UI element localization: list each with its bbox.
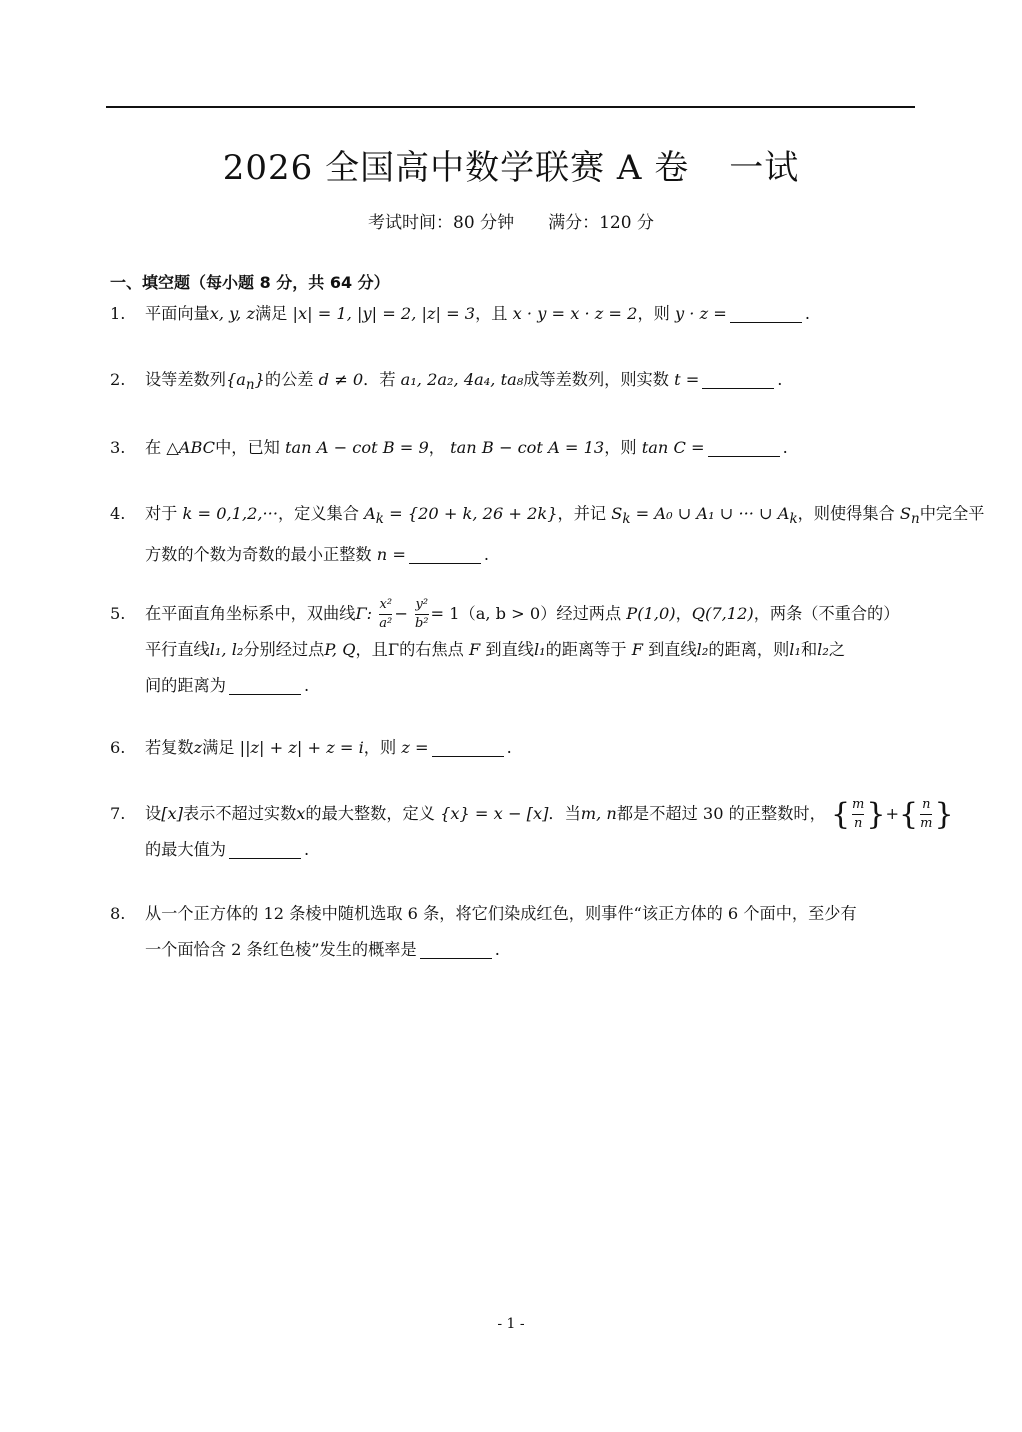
answer-blank[interactable] bbox=[708, 438, 780, 457]
q5-line2j: 之 bbox=[828, 640, 845, 659]
title-main: 2026 全国高中数学联赛 A 卷 bbox=[222, 148, 690, 188]
exam-time: 考试时间：80 分钟 bbox=[368, 213, 515, 233]
q7-text4: 都是不超过 30 的正整数时， bbox=[616, 804, 826, 823]
q7-def: {x} = x − [x] bbox=[440, 804, 549, 823]
q3-intro: 在 bbox=[145, 438, 162, 457]
q2-terms: a₁, 2a₂, 4a₄, ta₈ bbox=[400, 370, 524, 389]
page-number: - 1 - bbox=[497, 1316, 525, 1332]
q3-text1: 中，已知 bbox=[215, 438, 280, 457]
q6-ask: z = bbox=[401, 738, 429, 757]
q3-triangle: △ABC bbox=[166, 438, 216, 457]
q7-text1: 表示不超过实数 bbox=[182, 804, 297, 823]
q4-end: . bbox=[483, 545, 490, 565]
q1-ask: y · z = bbox=[674, 304, 727, 323]
exam-info bbox=[0, 208, 1022, 233]
q4-union: $S_k = A_0$ ∪ A₁ ∪ ··· ∪ $A_k$ bbox=[611, 504, 798, 528]
question-7 bbox=[110, 796, 954, 868]
q8-line1: 从一个正方体的 12 条棱中随机选取 6 条，将它们染成红色，则事件“该正方体的 6 个面中，至少有 bbox=[145, 904, 857, 923]
q5-line2h: 的距离，则 bbox=[708, 640, 790, 659]
q4-text3: ，则使得集合 bbox=[797, 504, 895, 523]
question-number: 7. bbox=[110, 804, 126, 823]
q2-t: t = bbox=[674, 370, 700, 389]
answer-blank[interactable] bbox=[730, 304, 802, 323]
q6-eq: ||z| + z| + z = i bbox=[239, 738, 364, 757]
q5-text2: ，两条（不重合的） bbox=[753, 604, 900, 623]
q5-line2a: 平行直线 bbox=[145, 640, 210, 659]
q1-end: . bbox=[804, 304, 810, 323]
q5-l1b: l₁ bbox=[789, 640, 801, 659]
q5-gamma: Γ: bbox=[355, 604, 373, 623]
q1-intro: 平面向量 bbox=[145, 304, 210, 323]
q8-line2: 一个面恰含 2 条红色棱”发生的概率是 bbox=[145, 940, 417, 959]
answer-blank[interactable] bbox=[229, 676, 301, 695]
q5-Q: Q(7,12) bbox=[691, 604, 754, 623]
section-heading: 一、填空题（每小题 8 分，共 64 分） bbox=[110, 273, 390, 292]
page-title bbox=[0, 140, 1022, 189]
q4-text2: ，并记 bbox=[557, 504, 607, 523]
q5-l2b: l₂ bbox=[817, 640, 829, 659]
q5-intro: 在平面直角坐标系中，双曲线 bbox=[145, 604, 356, 623]
q4-set: $A_k = \{20 + k$, 26 + 2k} bbox=[364, 504, 558, 528]
q7-frac-mn: { $\frac{m}{n}$ } bbox=[830, 796, 886, 832]
q5-line2b: 分别经过点 bbox=[243, 640, 325, 659]
q7-plus: + bbox=[885, 804, 900, 823]
q5-minus: − bbox=[394, 604, 408, 623]
q4-k: k = 0,1,2,··· bbox=[182, 504, 278, 523]
q3-eq2: tan B − cot A = 13 bbox=[450, 438, 605, 457]
question-number: 1. bbox=[110, 304, 126, 323]
q1-vars: x, y, z bbox=[209, 304, 255, 323]
question-number: 6. bbox=[110, 738, 126, 757]
q3-comma: ， bbox=[428, 438, 445, 457]
top-rule bbox=[106, 106, 915, 108]
q8-end: . bbox=[494, 940, 500, 959]
q4-intro: 对于 bbox=[145, 504, 178, 523]
q2-text2: ．若 bbox=[363, 370, 396, 389]
q7-line2: 的最大值为 bbox=[145, 840, 226, 859]
q3-eq1: tan A − cot B = 9 bbox=[284, 438, 429, 457]
q5-line2i: 和 bbox=[800, 640, 818, 659]
q5-PQ: P, Q bbox=[324, 640, 356, 659]
question-number: 4. bbox=[110, 504, 126, 523]
q5-line3: 间的距离为 bbox=[145, 676, 226, 695]
q7-floor: [x] bbox=[161, 804, 183, 823]
q6-text2: ，则 bbox=[363, 738, 397, 757]
q5-eq1: = 1 bbox=[430, 604, 460, 623]
q5-line2f: 的距离等于 bbox=[545, 640, 627, 659]
q4-text1: ，定义集合 bbox=[277, 504, 359, 523]
q5-l1: l₁ bbox=[533, 640, 546, 659]
q2-text1: 的公差 bbox=[264, 370, 314, 389]
q2-seq: $\{a_n\}$ bbox=[225, 370, 265, 394]
q5-end: . bbox=[303, 676, 310, 695]
question-6 bbox=[110, 730, 920, 766]
q1-and: ，且 bbox=[475, 304, 508, 323]
q5-text1: 经过两点 bbox=[556, 604, 622, 623]
q7-mn: m, n bbox=[580, 804, 617, 823]
q5-cond: （a, b > 0） bbox=[459, 604, 557, 623]
question-4 bbox=[110, 496, 985, 573]
q7-text2: 的最大整数，定义 bbox=[305, 804, 435, 823]
question-number: 5. bbox=[110, 604, 126, 623]
question-number: 3. bbox=[110, 438, 126, 457]
q4-n: n = bbox=[376, 545, 406, 565]
q2-text3: 成等差数列，则实数 bbox=[523, 370, 669, 389]
q7-x: x bbox=[296, 804, 306, 823]
q3-ask: tan C = bbox=[641, 438, 705, 457]
answer-blank[interactable] bbox=[409, 545, 481, 564]
q6-end: . bbox=[506, 738, 512, 757]
q6-intro: 若复数 bbox=[145, 738, 194, 757]
q1-dot: x · y = x · z = 2 bbox=[512, 304, 638, 323]
q4-text4: 中完全平 bbox=[919, 504, 985, 523]
q1-then: ，则 bbox=[637, 304, 670, 323]
q2-d: d ≠ 0 bbox=[318, 370, 364, 389]
q6-text1: 满足 bbox=[202, 738, 235, 757]
q5-comma: ， bbox=[675, 604, 692, 623]
exam-score: 满分：120 分 bbox=[548, 213, 654, 233]
question-number: 8. bbox=[110, 904, 126, 923]
question-5 bbox=[110, 596, 920, 704]
q5-frac-x: $\frac{\text{x²}}{\text{a²}}$ bbox=[379, 597, 393, 631]
q1-cond: 满足 bbox=[254, 304, 288, 323]
q2-end: . bbox=[777, 370, 783, 389]
answer-blank[interactable] bbox=[420, 940, 492, 959]
q7-end: . bbox=[303, 840, 310, 859]
question-number: 2. bbox=[110, 370, 126, 389]
q5-line2g: 到直线 bbox=[648, 640, 697, 659]
q7-intro: 设 bbox=[145, 804, 162, 823]
q5-line2d: 的右焦点 bbox=[399, 640, 464, 659]
q5-line2e: 到直线 bbox=[485, 640, 534, 659]
q6-z: z bbox=[193, 738, 203, 757]
q2-intro: 设等差数列 bbox=[145, 370, 226, 389]
question-3 bbox=[110, 430, 920, 466]
q5-frac-y: $\frac{\text{y²}}{\text{b²}}$ bbox=[414, 597, 429, 631]
q5-l12: l₁, l₂ bbox=[209, 640, 244, 659]
q4-Sn: $S_n$ bbox=[899, 504, 920, 528]
q5-F2: F bbox=[631, 640, 643, 659]
q5-P: P(1,0) bbox=[626, 604, 676, 623]
q5-l2: l₂ bbox=[696, 640, 709, 659]
q5-line2c: ，且 bbox=[355, 640, 388, 659]
q1-abs: |x| = 1, |y| = 2, |z| = 3 bbox=[292, 304, 476, 323]
q3-text2: ，则 bbox=[604, 438, 637, 457]
answer-blank[interactable] bbox=[702, 370, 774, 389]
question-8 bbox=[110, 896, 920, 968]
question-2 bbox=[110, 362, 920, 403]
q5-G2: Γ bbox=[387, 640, 400, 659]
answer-blank[interactable] bbox=[229, 840, 301, 859]
q7-text3: ．当 bbox=[548, 804, 581, 823]
question-1 bbox=[110, 296, 920, 332]
q3-end: . bbox=[782, 438, 788, 457]
q4-line2: 方数的个数为奇数的最小正整数 bbox=[145, 545, 372, 565]
answer-blank[interactable] bbox=[432, 738, 504, 757]
q7-frac-nm: { $\frac{n}{m}$ } bbox=[899, 796, 954, 832]
q5-F: F bbox=[469, 640, 481, 659]
title-suffix: 一试 bbox=[729, 148, 800, 188]
